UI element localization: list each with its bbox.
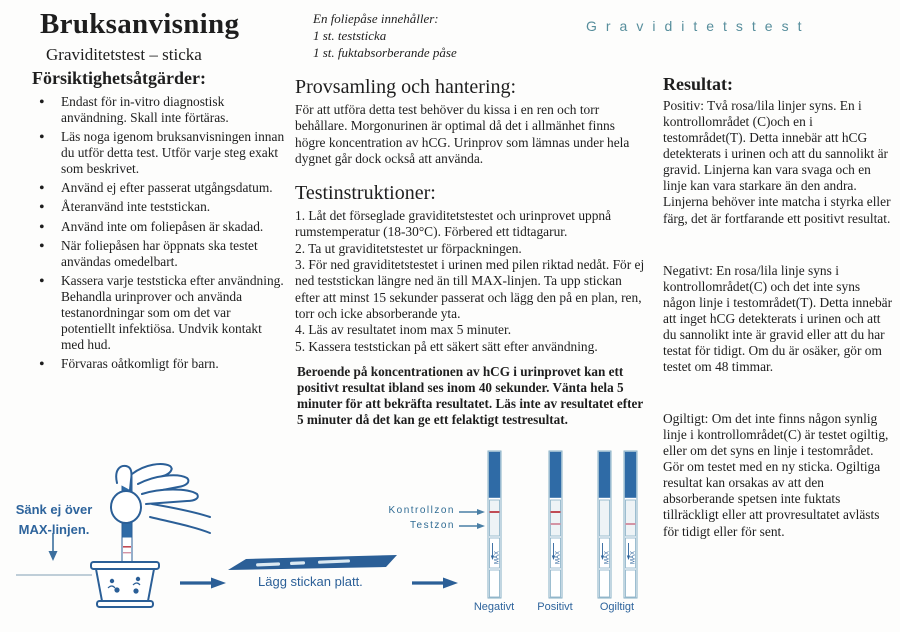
page-subtitle: Graviditetstest – sticka (46, 45, 202, 64)
test-stick-negative (488, 451, 501, 598)
stick-label-invalid: Ogiltigt (599, 601, 635, 613)
results-heading: Resultat: (663, 74, 733, 94)
result-invalid: Ogiltigt: Om det inte finns någon synlig linje i kontrollområdet(C) är testet ogiltig, eller om det syns en linje i testområdet. Gör om testet med en ny sticka. Ogiltiga resultat kan orsakas av att den absorberande spetsen inte fuktats tillräckligt eller att provresultatet avlästs för tidigt eller för sent. (663, 411, 889, 539)
result-negative: Negativt: En rosa/lila linje syns i kontrollområdet(C) och det inte syns någon linje i testområdet(T). Detta innebär att inget hCG detekterats i urinen och att du sannolikt inte är gravid eller att du har testat för tidigt. Om du är osäker, gör om testet om 48 timmar. (663, 263, 893, 375)
precaution-item: • Läs noga igenom bruksanvisningen innan du utför detta test. Utför varje steg exakt som beskrivet. (32, 129, 286, 177)
cup-icon (91, 562, 159, 607)
instruction-step: 2. Ta ut graviditetstestet ur förpackningen. (295, 240, 522, 256)
precaution-item: • Använd inte om foliepåsen är skadad. (32, 219, 286, 235)
test-stick-positive (549, 451, 562, 598)
stick-label-positive: Positivt (537, 601, 573, 613)
max-label: MAX (555, 550, 562, 564)
max-note-line: Sänk ej över (15, 502, 93, 517)
zone-arrow-icon (459, 509, 485, 529)
pouch-line: En foliepåse innehåller: (313, 11, 439, 26)
lay-flat-caption: Lägg stickan platt. (258, 574, 363, 589)
instruction-step: 3. För ned graviditetstestet i urinen med pilen riktad nedåt. För ej ned teststickan längre ned än till MAX-linjen. Ta upp stickan efter att minst 15 sekunder passerat och lägg den på en plan, ren, torr och icke absorberande yta. (295, 257, 645, 322)
instruction-step: 5. Kassera teststickan på ett säkert sätt efter användning. (295, 338, 598, 354)
instructions-heading: Testinstruktioner: (295, 182, 436, 204)
result-positive: Positiv: Två rosa/lila linjer syns. En i kontrollområdet (C)och en i testområdet(T). Detta innebär att hCG detekterats i urinen och att du sannolikt är gravid. Linjerna kan vara svaga och en linje kan vara starkare än den andra. Linjerna behöver inte matcha i styrka eller färg, det är fortfarande ett positivt resultat. (663, 98, 891, 226)
max-label: MAX (630, 550, 637, 564)
test-stick-invalid-b (624, 451, 637, 598)
sampling-heading: Provsamling och hantering: (295, 76, 517, 98)
max-note-line: MAX-linjen. (18, 521, 90, 537)
precautions-heading: Försiktighetsåtgärder: (32, 68, 206, 88)
test-zone-label: Testzon (410, 520, 455, 531)
flow-arrow-icon (180, 578, 226, 589)
brand-wordmark: Graviditetstest (586, 18, 811, 34)
max-note (12, 500, 96, 539)
flow-arrow-icon (412, 578, 458, 589)
pouch-contents (313, 10, 457, 61)
pouch-line: 1 st. teststicka (313, 28, 387, 44)
precaution-item: • Använd ej efter passerat utgångsdatum. (32, 180, 286, 196)
precaution-item: • Förvaras oåtkomligt för barn. (32, 356, 286, 372)
sampling-body: För att utföra detta test behöver du kissa i en ren och torr behållare. Morgonurinen är optimal då det i allmänhet finns högre koncentration av hCG. Urinprov som lämnas under hela dygnet går dock också att använda. (295, 102, 630, 167)
test-stick-invalid-a (598, 451, 611, 598)
flat-stick-icon (228, 555, 397, 570)
control-zone-label: Kontrollzon (388, 505, 455, 516)
pouch-line: 1 st. fuktabsorberande påse (313, 45, 457, 61)
precaution-item: • När foliepåsen har öppnats ska testet användas omedelbart. (32, 238, 286, 270)
precautions-list (32, 94, 286, 375)
concentration-warning: Beroende på koncentrationen av hCG i urinprovet kan ett positivt resultat ibland ses inom 40 sekunder. Vänta hela 5 minuter för att bekräfta resultatet. Läs inte av resultatet efter 5 minuter då det kan ge ett felaktigt testresultat. (297, 364, 643, 427)
instructions-steps (295, 208, 649, 355)
max-label: MAX (604, 550, 611, 564)
max-label: MAX (494, 550, 501, 564)
page-title: Bruksanvisning (40, 8, 240, 40)
precaution-item: • Återanvänd inte teststickan. (32, 199, 286, 215)
hand-icon (111, 464, 210, 533)
precaution-item: • Endast för in-vitro diagnostisk användning. Skall inte förtäras. (32, 94, 286, 126)
precaution-item: • Kassera varje teststicka efter användning. Behandla urinprover och använda testanordningar som om det var potentiellt infektiösa. Undvik kontakt med hud. (32, 273, 286, 353)
stick-label-negative: Negativt (473, 601, 515, 613)
instruction-step: 1. Låt det förseglade graviditetstestet och urinprovet uppnå rumstemperatur (18-30°C). Förbered ett tidtagarur. (295, 208, 612, 240)
instruction-step: 4. Läs av resultatet inom max 5 minuter. (295, 322, 512, 338)
